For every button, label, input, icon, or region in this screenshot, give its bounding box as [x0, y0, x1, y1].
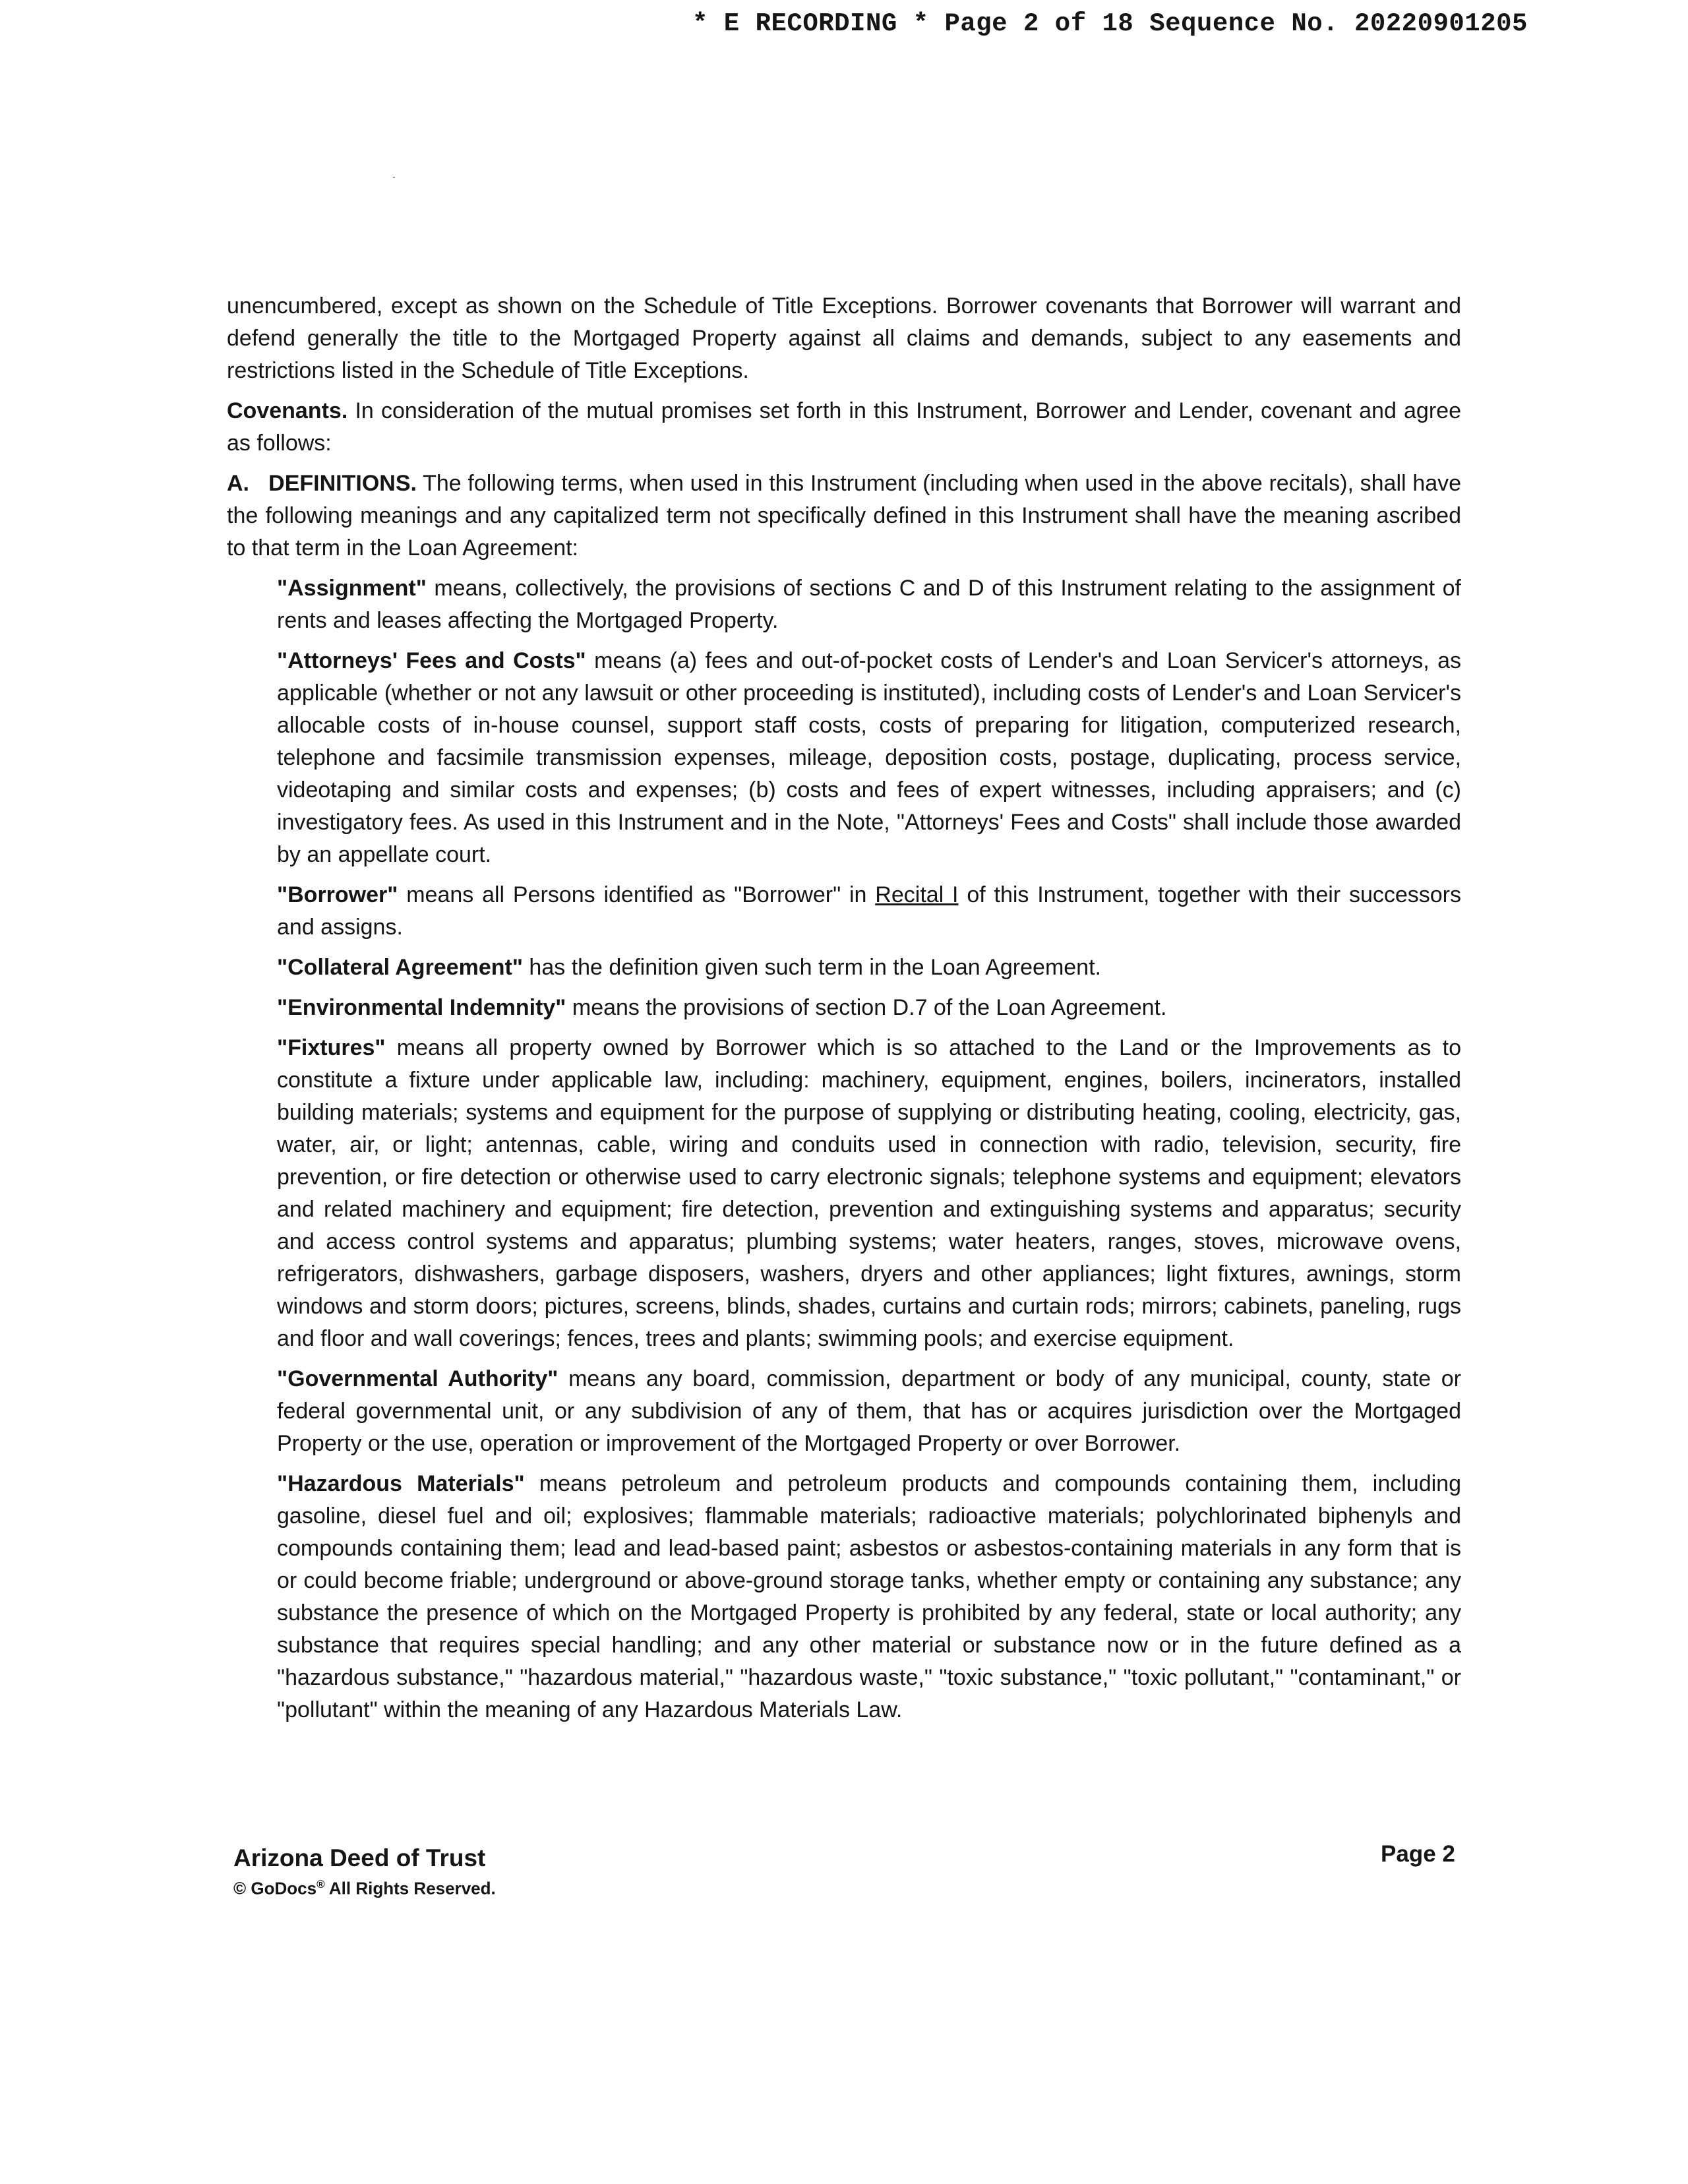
definition-text: means petroleum and petroleum products and compounds containing them, including gasoline, diesel fuel and oil; explosives; flammable materials; radioactive materials; polychlorinated biphenyls and compounds containing them; lead and lead-based paint; asbestos or asbestos-containing materials in any form that is or could become friable; underground or above-ground storage tanks, whether empty or containing any substance; any substance the presence of which on the Mortgaged Property is prohibited by any federal, state or local authority; any substance that requires special handling; and any other material or substance now or in the future defined as a "hazardous substance," "hazardous material," "hazardous waste," "toxic substance," "toxic pollutant," "contaminant," or "pollutant" within the meaning of any Hazardous Materials Law.: [277, 1471, 1461, 1722]
copyright-prefix: © GoDocs: [233, 1878, 317, 1898]
copyright-suffix: All Rights Reserved.: [324, 1878, 496, 1898]
definition-text: means (a) fees and out-of-pocket costs of Lender's and Loan Servicer's attorneys, as applicable (whether or not any lawsuit or other proceeding is instituted), including costs of Lender's and Loan Servicer's allocable costs of in-house counsel, support staff costs, costs of preparing for litigation, computerized research, telephone and facsimile transmission expenses, mileage, deposition costs, postage, duplicating, process service, videotaping and similar costs and expenses; (b) costs and fees of expert witnesses, including appraisers; and (c) investigatory fees. As used in this Instrument and in the Note, "Attorneys' Fees and Costs" shall include those awarded by an appellate court.: [277, 648, 1461, 867]
intro-paragraph: unencumbered, except as shown on the Schedule of Title Exceptions. Borrower covenants that Borrower will warrant and defend generally the title to the Mortgaged Property against all claims and demands, subject to any easements and restrictions listed in the Schedule of Title Exceptions.: [227, 293, 1461, 383]
footer-page-number: Page 2: [1381, 1841, 1455, 1867]
footer-document-info: [233, 1843, 496, 1900]
covenants-text: In consideration of the mutual promises set forth in this Instrument, Borrower and Lender, covenant and agree as follows:: [227, 398, 1461, 456]
definitions-list: [227, 572, 1461, 1726]
definitions-intro-paragraph: [227, 468, 1461, 564]
definition-term: "Borrower": [277, 882, 398, 907]
definition-text: has the definition given such term in the Loan Agreement.: [522, 955, 1101, 980]
definition-term: "Hazardous Materials": [277, 1471, 525, 1496]
document-body: [227, 290, 1461, 1734]
definition-borrower: [277, 879, 1461, 944]
recital-reference: Recital I: [875, 882, 959, 907]
covenants-paragraph: [227, 395, 1461, 460]
definition-text: means any board, commission, department or body of any municipal, county, state or federal governmental unit, or any subdivision of any of them, that has or acquires jurisdiction over the Mortgaged Property or the use, operation or improvement of the Mortgaged Property or over Borrower.: [277, 1366, 1462, 1456]
recording-stamp: * E RECORDING * Page 2 of 18 Sequence No. 20220901205: [692, 9, 1528, 38]
definition-term: "Fixtures": [277, 1035, 386, 1060]
footer-title: Arizona Deed of Trust: [233, 1844, 486, 1871]
definition-governmental-authority: [277, 1363, 1461, 1460]
definition-term: "Environmental Indemnity": [277, 995, 566, 1020]
definition-term: "Assignment": [277, 576, 427, 601]
definition-term: "Governmental Authority": [277, 1366, 558, 1391]
definition-text: means the provisions of section D.7 of the Loan Agreement.: [566, 995, 1167, 1020]
section-a-label: A. DEFINITIONS.: [227, 471, 417, 496]
definition-text-continued: of this Instrument, together with their successors and assigns.: [277, 882, 1461, 940]
definition-text: means all property owned by Borrower which is so attached to the Land or the Improvements as to constitute a fixture under applicable law, including: machinery, equipment, engines, boilers, incinerators, installed building materials; systems and equipment for the purpose of supplying or distributing heating, cooling, electricity, gas, water, air, or light; antennas, cable, wiring and conduits used in connection with radio, television, security, fire prevention, or fire detection or otherwise used to carry electronic signals; telephone systems and equipment; elevators and related machinery and equipment; fire detection, prevention and extinguishing systems and apparatus; security and access control systems and apparatus; plumbing systems; water heaters, ranges, stoves, microwave ovens, refrigerators, dishwashers, garbage disposers, washers, dryers and other appliances; light fixtures, awnings, storm windows and storm doors; pictures, screens, blinds, shades, curtains and curtain rods; mirrors; cabinets, paneling, rugs and floor and wall coverings; fences, trees and plants; swimming pools; and exercise equipment.: [277, 1035, 1461, 1351]
registered-mark: ®: [316, 1878, 325, 1891]
definition-environmental-indemnity: [277, 992, 1461, 1024]
definition-fixtures: [277, 1032, 1461, 1355]
section-a-text: The following terms, when used in this Instrument (including when used in the above recitals), shall have the following meanings and any capitalized term not specifically defined in this Instrument shall have the meaning ascribed to that term in the Loan Agreement:: [227, 471, 1462, 561]
footer-copyright: [233, 1873, 496, 1900]
definition-attorneys-fees: [277, 645, 1461, 871]
definition-collateral-agreement: [277, 952, 1461, 984]
definition-term: "Attorneys' Fees and Costs": [277, 648, 586, 673]
definition-term: "Collateral Agreement": [277, 955, 523, 980]
covenants-label: Covenants.: [227, 398, 348, 423]
definition-hazardous-materials: [277, 1468, 1461, 1726]
definition-text: means, collectively, the provisions of sections C and D of this Instrument relating to the assignment of rents and leases affecting the Mortgaged Property.: [277, 576, 1461, 633]
definition-assignment: [277, 572, 1461, 637]
scan-speck: [393, 177, 395, 178]
definition-text: means all Persons identified as "Borrower" in: [398, 882, 876, 907]
